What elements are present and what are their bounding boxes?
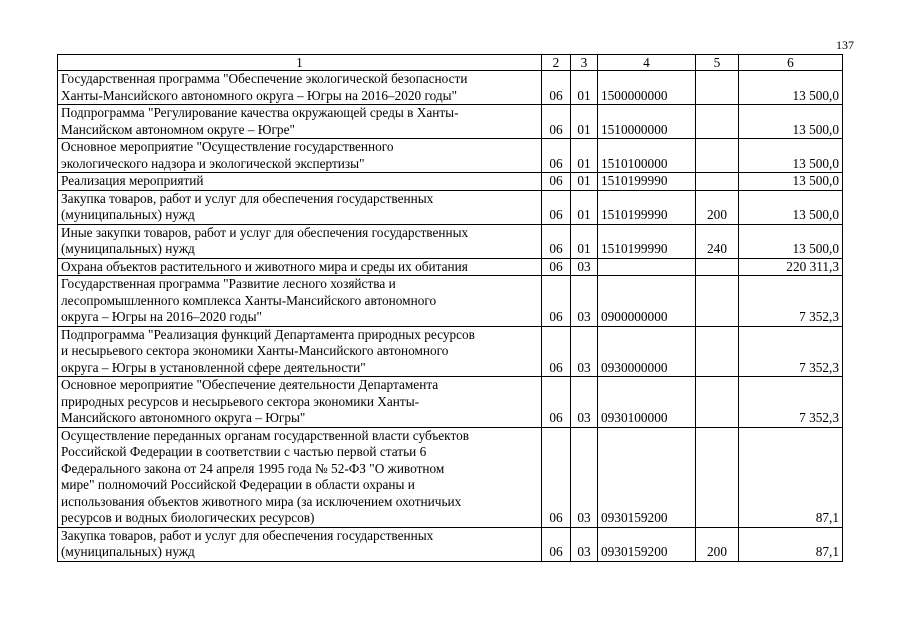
header-col-5: 5 [696, 55, 739, 71]
amount-cell: 87,1 [739, 527, 843, 561]
section-code-cell: 06 [542, 527, 571, 561]
amount-cell: 7 352,3 [739, 276, 843, 327]
row-name-line: Закупка товаров, работ и услуг для обеспечения государственных [61, 527, 434, 543]
amount-cell: 7 352,3 [739, 326, 843, 377]
subsection-code-cell: 03 [571, 427, 598, 527]
row-name-line: Основное мероприятие "Обеспечение деятельности Департамента [61, 377, 439, 392]
row-name-line: Государственная программа "Обеспечение экологической безопасности [61, 71, 468, 86]
target-article-cell: 0930000000 [598, 326, 696, 377]
row-name-line: Российской Федерации в соответствии с частью первой статьи 6 [61, 444, 427, 459]
table-row [58, 326, 843, 377]
header-col-1: 1 [58, 55, 542, 71]
row-name-cell [58, 224, 542, 258]
target-article-cell: 1510000000 [598, 105, 696, 139]
expense-type-cell: 240 [696, 224, 739, 258]
expense-type-cell [696, 173, 739, 191]
amount-cell: 13 500,0 [739, 105, 843, 139]
subsection-code-cell: 01 [571, 139, 598, 173]
row-name-cell [58, 139, 542, 173]
table-row [58, 105, 843, 139]
expense-type-cell [696, 326, 739, 377]
section-code-cell: 06 [542, 105, 571, 139]
section-code-cell: 06 [542, 190, 571, 224]
amount-cell: 220 311,3 [739, 258, 843, 276]
section-code-cell: 06 [542, 326, 571, 377]
target-article-cell: 1510199990 [598, 224, 696, 258]
subsection-code-cell: 03 [571, 326, 598, 377]
table-row [58, 139, 843, 173]
row-name-line: округа – Югры в установленной сфере деятельности" [61, 359, 366, 375]
row-name-line: Подпрограмма "Реализация функций Департамента природных ресурсов [61, 326, 475, 342]
table-row [58, 173, 843, 191]
amount-cell: 13 500,0 [739, 71, 843, 105]
table-body [58, 71, 843, 562]
target-article-cell: 0930159200 [598, 427, 696, 527]
table-row [58, 527, 843, 561]
section-code-cell: 06 [542, 71, 571, 105]
target-article-cell [598, 258, 696, 276]
table-row [58, 190, 843, 224]
row-name-line: (муниципальных) нужд [61, 544, 195, 559]
row-name-line: Федерального закона от 24 апреля 1995 года № 52-ФЗ "О животном [61, 460, 445, 476]
row-name-line: использования объектов животного мира (за исключением охотничьих [61, 493, 462, 509]
row-name-cell [58, 258, 542, 276]
amount-cell: 13 500,0 [739, 173, 843, 191]
row-name-cell [58, 190, 542, 224]
page-number: 137 [836, 38, 854, 52]
row-name-line: (муниципальных) нужд [61, 241, 195, 256]
row-name-line: Мансийского автономного округа – Югры" [61, 410, 306, 425]
section-code-cell: 06 [542, 173, 571, 191]
row-name-line: и несырьевого сектора экономики Ханты-Мансийского автономного [61, 343, 449, 358]
row-name-line: Иные закупки товаров, работ и услуг для обеспечения государственных [61, 224, 469, 240]
section-code-cell: 06 [542, 276, 571, 327]
section-code-cell: 06 [542, 258, 571, 276]
header-col-4: 4 [598, 55, 696, 71]
row-name-line: Государственная программа "Развитие лесного хозяйства и [61, 276, 396, 291]
row-name-line: Охрана объектов растительного и животного мира и среды их обитания [61, 258, 468, 274]
target-article-cell: 1510199990 [598, 190, 696, 224]
table-row [58, 427, 843, 527]
row-name-line: Осуществление переданных органам государственной власти субъектов [61, 427, 470, 443]
header-col-6: 6 [739, 55, 843, 71]
row-name-line: Подпрограмма "Регулирование качества окружающей среды в Ханты- [61, 105, 459, 120]
amount-cell: 7 352,3 [739, 377, 843, 428]
expense-type-cell: 200 [696, 190, 739, 224]
table-row [58, 377, 843, 428]
subsection-code-cell: 03 [571, 276, 598, 327]
row-name-cell [58, 427, 542, 527]
row-name-cell [58, 173, 542, 191]
table-row [58, 224, 843, 258]
amount-cell: 13 500,0 [739, 139, 843, 173]
subsection-code-cell: 03 [571, 527, 598, 561]
table-row [58, 258, 843, 276]
row-name-line: Мансийском автономном округе – Югре" [61, 121, 295, 137]
budget-table [57, 54, 843, 562]
amount-cell: 87,1 [739, 427, 843, 527]
expense-type-cell [696, 71, 739, 105]
row-name-cell [58, 527, 542, 561]
row-name-line: Основное мероприятие "Осуществление государственного [61, 139, 394, 154]
amount-cell: 13 500,0 [739, 224, 843, 258]
row-name-line: мире" полномочий Российской Федерации в области охраны и [61, 477, 415, 492]
row-name-cell [58, 71, 542, 105]
target-article-cell: 1510100000 [598, 139, 696, 173]
target-article-cell: 0930100000 [598, 377, 696, 428]
subsection-code-cell: 01 [571, 224, 598, 258]
expense-type-cell [696, 258, 739, 276]
row-name-line: Реализация мероприятий [61, 173, 204, 188]
section-code-cell: 06 [542, 377, 571, 428]
subsection-code-cell: 01 [571, 190, 598, 224]
row-name-line: экологического надзора и экологической экспертизы" [61, 155, 365, 171]
expense-type-cell: 200 [696, 527, 739, 561]
row-name-cell [58, 105, 542, 139]
subsection-code-cell: 03 [571, 377, 598, 428]
target-article-cell: 1500000000 [598, 71, 696, 105]
table-header-row [58, 55, 843, 71]
subsection-code-cell: 03 [571, 258, 598, 276]
expense-type-cell [696, 139, 739, 173]
target-article-cell: 0930159200 [598, 527, 696, 561]
expense-type-cell [696, 427, 739, 527]
row-name-line: природных ресурсов и несырьевого сектора экономики Ханты- [61, 393, 420, 409]
target-article-cell: 1510199990 [598, 173, 696, 191]
subsection-code-cell: 01 [571, 173, 598, 191]
section-code-cell: 06 [542, 427, 571, 527]
target-article-cell: 0900000000 [598, 276, 696, 327]
row-name-line: (муниципальных) нужд [61, 207, 195, 222]
header-col-3: 3 [571, 55, 598, 71]
row-name-cell [58, 377, 542, 428]
expense-type-cell [696, 105, 739, 139]
section-code-cell: 06 [542, 224, 571, 258]
amount-cell: 13 500,0 [739, 190, 843, 224]
header-col-2: 2 [542, 55, 571, 71]
section-code-cell: 06 [542, 139, 571, 173]
table-row [58, 276, 843, 327]
row-name-line: округа – Югры на 2016–2020 годы" [61, 309, 262, 324]
subsection-code-cell: 01 [571, 105, 598, 139]
row-name-line: Закупка товаров, работ и услуг для обеспечения государственных [61, 190, 434, 206]
row-name-line: лесопромышленного комплекса Ханты-Мансийского автономного [61, 292, 437, 308]
subsection-code-cell: 01 [571, 71, 598, 105]
row-name-cell [58, 326, 542, 377]
expense-type-cell [696, 276, 739, 327]
row-name-cell [58, 276, 542, 327]
table-row [58, 71, 843, 105]
row-name-line: ресурсов и водных биологических ресурсов) [61, 510, 315, 525]
row-name-line: Ханты-Мансийского автономного округа – Югры на 2016–2020 годы" [61, 87, 458, 103]
expense-type-cell [696, 377, 739, 428]
